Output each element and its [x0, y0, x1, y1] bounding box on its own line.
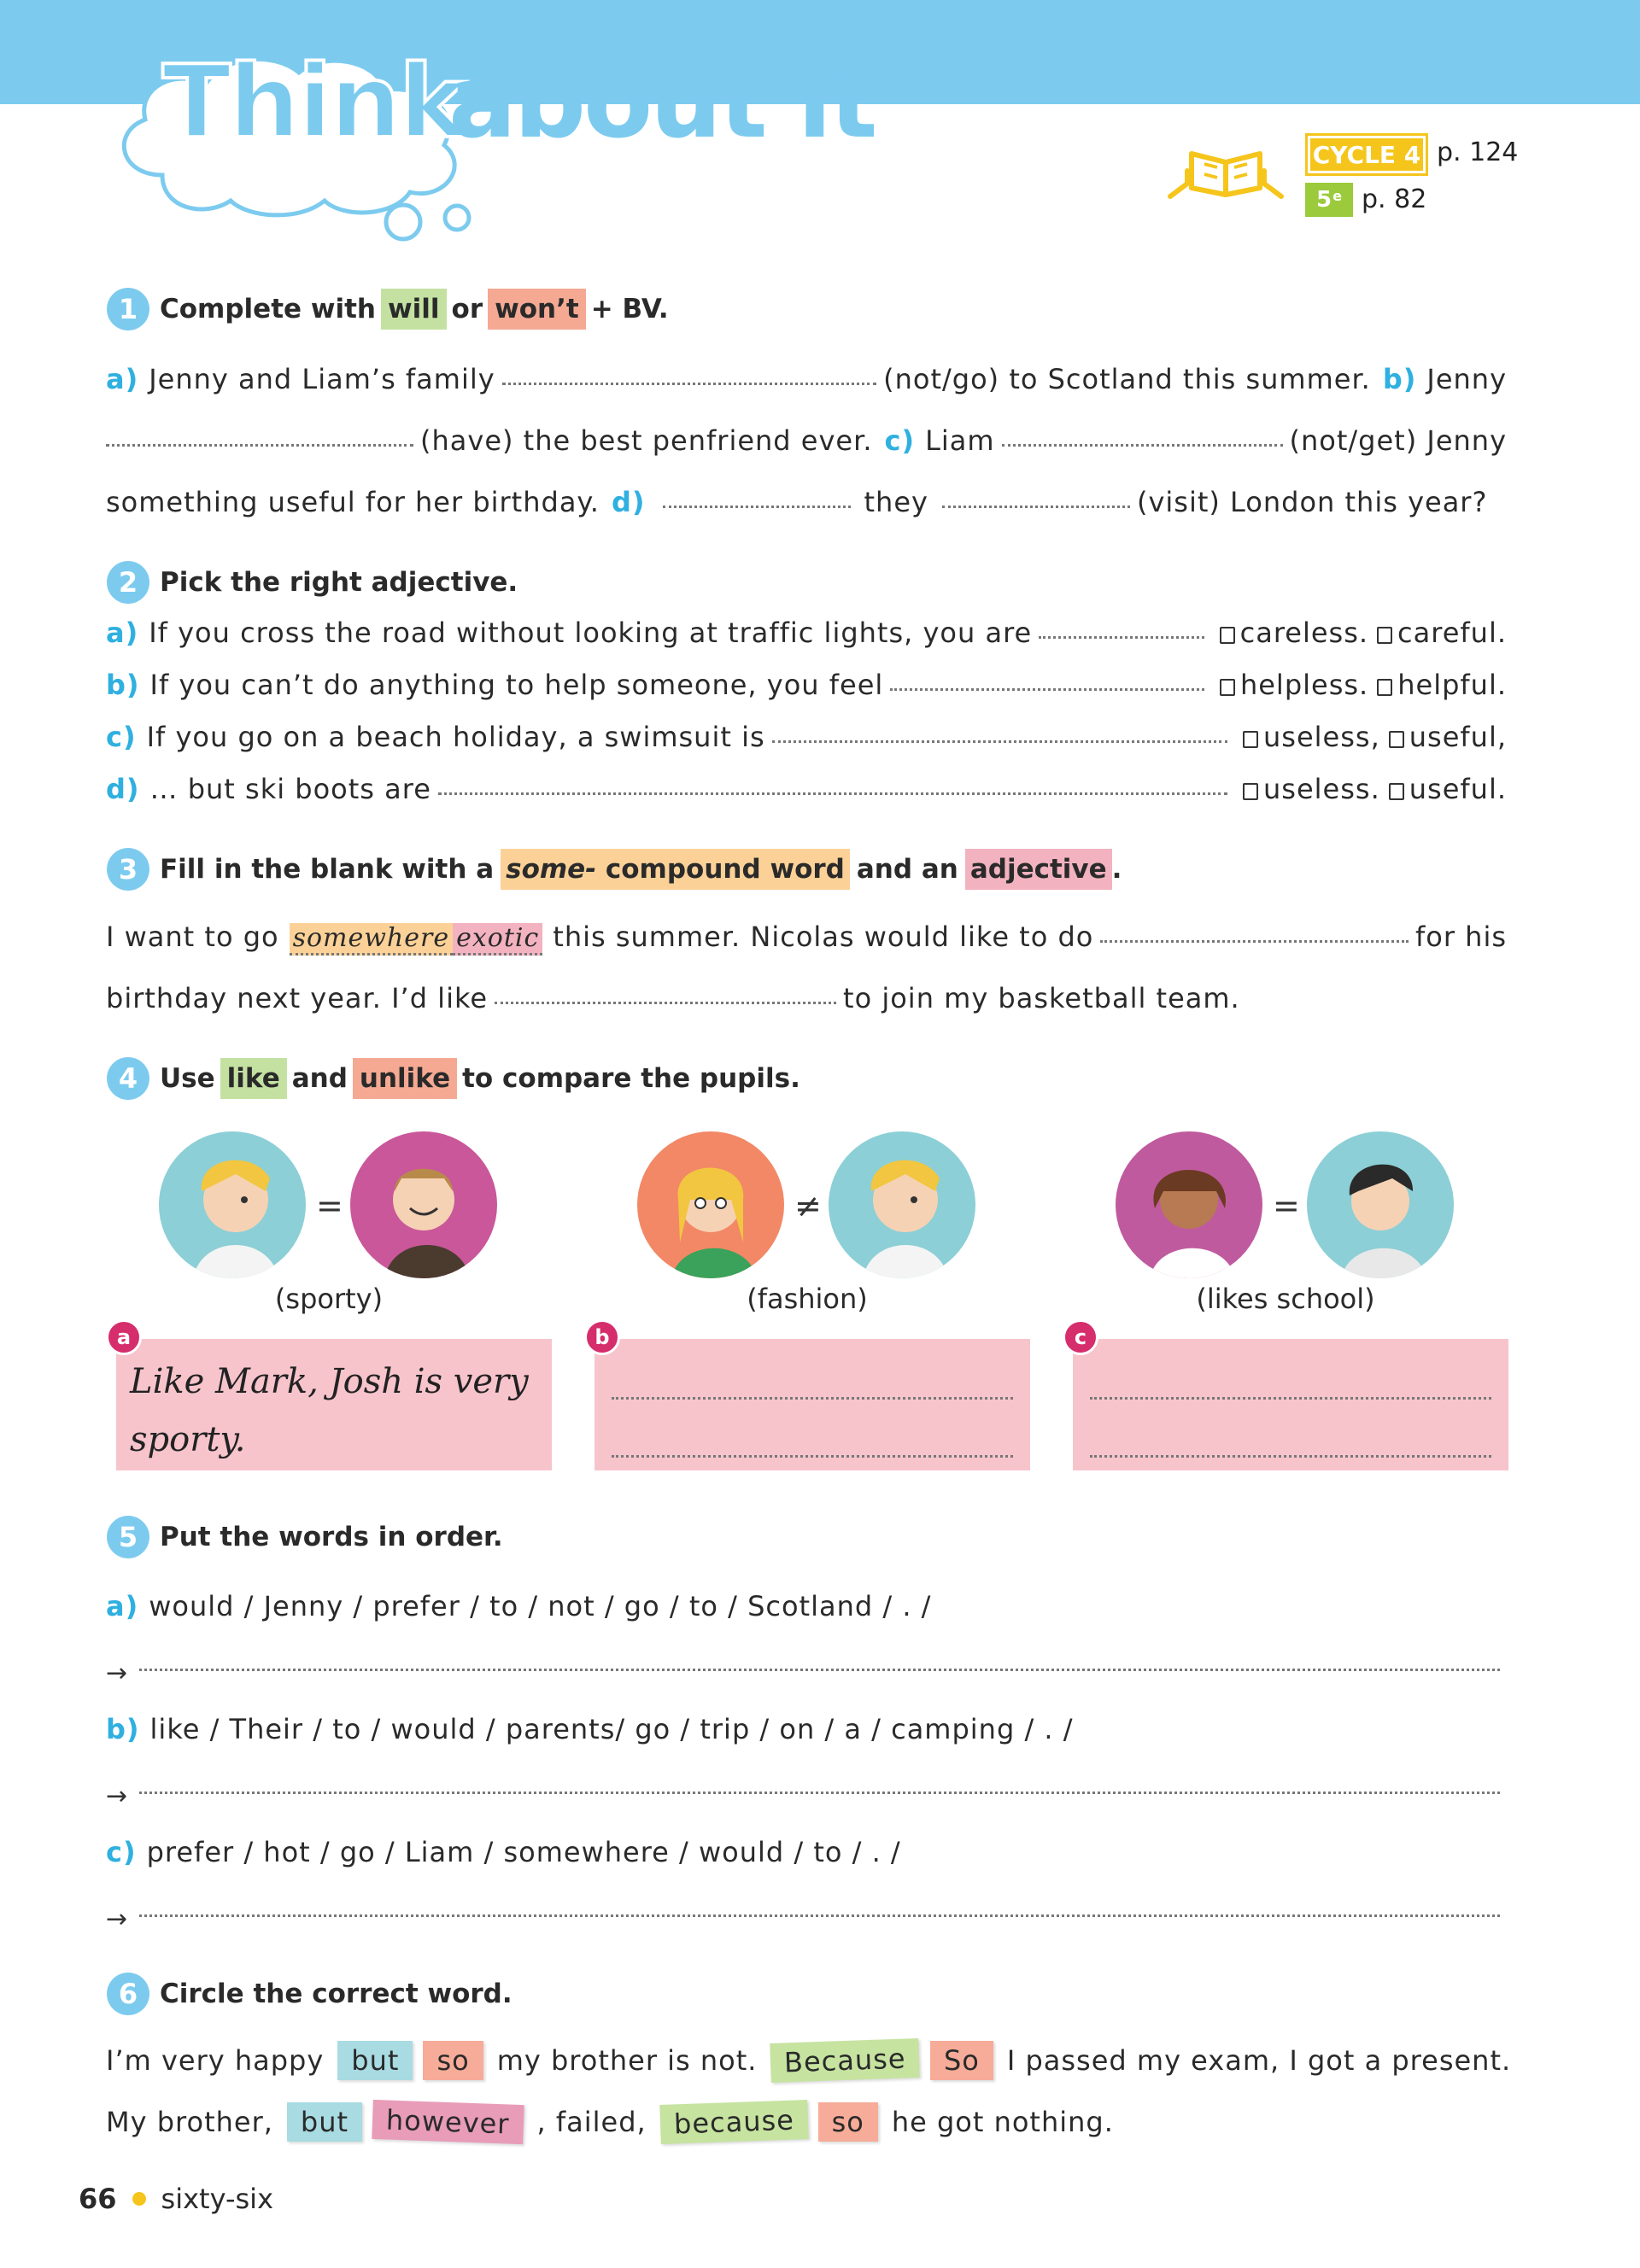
exercise-1-heading: 1 Complete with will or won’t + BV. — [107, 288, 669, 330]
cycle-page-ref: p. 124 — [1437, 137, 1519, 167]
checkbox-option[interactable]: helpful. — [1377, 669, 1507, 701]
arrow-icon: → — [106, 1904, 128, 1934]
highlight-unlike: unlike — [353, 1058, 457, 1099]
blank-field[interactable] — [502, 383, 876, 385]
answer-card-a — [116, 1339, 552, 1470]
badge-b: b — [584, 1319, 620, 1355]
page-number-words: sixty-six — [161, 2183, 273, 2215]
exercise-number: 1 — [107, 288, 149, 330]
checkbox-option[interactable]: useless. — [1243, 773, 1380, 805]
ex1-line-2: (have) the best penfriend ever. c) Liam (not/get) Jenny — [106, 424, 1507, 457]
answer-card-c[interactable] — [1073, 1339, 1508, 1470]
highlight-some-compound: some- compound word — [501, 849, 850, 890]
blank-field[interactable] — [1002, 444, 1283, 447]
checkbox-option[interactable]: careless. — [1220, 617, 1368, 649]
checkbox-option[interactable]: useful. — [1389, 773, 1507, 805]
checkbox-option[interactable]: careful. — [1377, 617, 1507, 649]
ex2-item-d: d) … but ski boots are useless. useful. — [106, 773, 1507, 805]
ex1-line-1: a) Jenny and Liam’s family (not/go) to Scotland this summer. b) Jenny — [106, 363, 1507, 395]
blank-field[interactable] — [1100, 940, 1409, 943]
answer-card-b[interactable] — [594, 1339, 1030, 1470]
example-answer: Like Mark, Josh is very sporty. — [130, 1362, 529, 1459]
exercise-number: 3 — [107, 848, 149, 891]
highlight-adjective: adjective — [965, 849, 1112, 890]
badge-c: c — [1063, 1319, 1098, 1355]
example-answer-adjective: exotic — [453, 923, 542, 956]
equals-sign: = — [316, 1187, 343, 1225]
checkbox-option[interactable]: useless, — [1243, 721, 1380, 753]
caption-likes-school: (likes school) — [1196, 1283, 1375, 1315]
ex6-line-1: I’m very happy but so my brother is not. Because So I passed my exam, I got a present. — [106, 2041, 1507, 2080]
exercise-3-heading: 3 Fill in the blank with a some- compound word and an adjective . — [107, 848, 1122, 891]
highlight-will: will — [381, 289, 447, 330]
avatar-brown-haired-boy — [350, 1131, 497, 1278]
page-number: 66 — [79, 2183, 117, 2215]
caption-fashion: (fashion) — [747, 1283, 868, 1315]
grade-badge: 5 e — [1305, 183, 1353, 217]
exercise-number: 5 — [107, 1516, 149, 1558]
bullet-dot — [132, 2192, 146, 2206]
grade-page-ref: p. 82 — [1362, 184, 1427, 214]
blank-field[interactable] — [106, 444, 413, 447]
badge-a: a — [106, 1319, 142, 1355]
highlight-like: like — [220, 1058, 287, 1099]
equals-sign: = — [1273, 1187, 1300, 1225]
page-footer — [79, 2183, 273, 2215]
exercise-number: 2 — [107, 561, 149, 604]
blank-field[interactable] — [772, 740, 1227, 743]
cycle-badge: CYCLE 4 — [1305, 133, 1428, 176]
ex6-line-2: My brother, but however , failed, because so he got nothing. — [106, 2102, 1507, 2142]
page-title-think: Think — [162, 43, 464, 161]
checkbox-option[interactable]: helpless. — [1220, 669, 1368, 701]
ex5-item-a: a) would / Jenny / prefer / to / not / go / to / Scotland / . / — [106, 1590, 932, 1622]
word-because-capital[interactable]: Because — [770, 2038, 921, 2083]
avatar-blonde-girl — [637, 1131, 784, 1278]
ex1-line-3: something useful for her birthday. d) they (visit) London this year? — [106, 486, 1488, 518]
word-so-capital[interactable]: So — [930, 2041, 993, 2080]
not-equal-sign: ≠ — [794, 1187, 822, 1225]
blank-field[interactable] — [663, 506, 851, 508]
blank-field[interactable] — [438, 792, 1227, 795]
exercise-2-heading: 2 Pick the right adjective. — [107, 561, 518, 604]
word-because[interactable]: because — [659, 2100, 808, 2144]
ex5-answer-line-a[interactable] — [106, 1658, 1507, 1688]
arrow-icon: → — [106, 1781, 128, 1811]
ex2-item-b: b) If you can’t do anything to help someone, you feel helpless. helpful. — [106, 669, 1507, 701]
ex2-item-a: a) If you cross the road without looking at traffic lights, you are careless. careful. — [106, 617, 1507, 649]
exercise-5-heading: 5 Put the words in order. — [107, 1516, 503, 1558]
ex5-item-b: b) like / Their / to / would / parents/ go / trip / on / a / camping / . / — [106, 1713, 1074, 1745]
ex5-answer-line-c[interactable] — [106, 1904, 1507, 1934]
word-so[interactable]: so — [423, 2041, 483, 2080]
avatar-black-haired-boy — [1307, 1131, 1454, 1278]
ex5-answer-line-b[interactable] — [106, 1781, 1507, 1811]
blank-field[interactable] — [942, 506, 1130, 508]
avatar-blond-boy-2 — [829, 1131, 975, 1278]
reading-hands-icon — [1162, 137, 1290, 205]
caption-sporty: (sporty) — [274, 1283, 384, 1315]
ex2-item-c: c) If you go on a beach holiday, a swimsuit is useless, useful, — [106, 721, 1507, 753]
ex3-line-2: birthday next year. I’d like to join my basketball team. — [106, 982, 1240, 1014]
ex3-line-1: I want to go somewhere exotic this summer. Nicolas would like to do for his — [106, 921, 1507, 956]
page-title-about-it: about it — [448, 43, 876, 161]
exercise-number: 4 — [107, 1057, 149, 1100]
blank-field[interactable] — [1039, 636, 1204, 639]
blank-field[interactable] — [890, 688, 1204, 691]
ex5-item-c: c) prefer / hot / go / Liam / somewhere / would / to / . / — [106, 1836, 901, 1868]
arrow-icon: → — [106, 1658, 128, 1688]
highlight-wont: won’t — [488, 289, 586, 330]
exercise-number: 6 — [107, 1973, 149, 2015]
checkbox-option[interactable]: useful, — [1389, 721, 1507, 753]
exercise-6-heading: 6 Circle the correct word. — [107, 1973, 512, 2015]
avatar-blond-boy — [159, 1131, 306, 1278]
word-but[interactable]: but — [287, 2102, 362, 2142]
word-so[interactable]: so — [818, 2102, 878, 2142]
exercise-4-heading: 4 Use like and unlike to compare the pupils. — [107, 1057, 800, 1100]
avatar-dark-haired-girl — [1116, 1131, 1262, 1278]
example-answer-some-word: somewhere — [290, 923, 454, 956]
word-but[interactable]: but — [337, 2041, 413, 2080]
word-however[interactable]: however — [372, 2100, 524, 2144]
blank-field[interactable] — [495, 1002, 836, 1004]
